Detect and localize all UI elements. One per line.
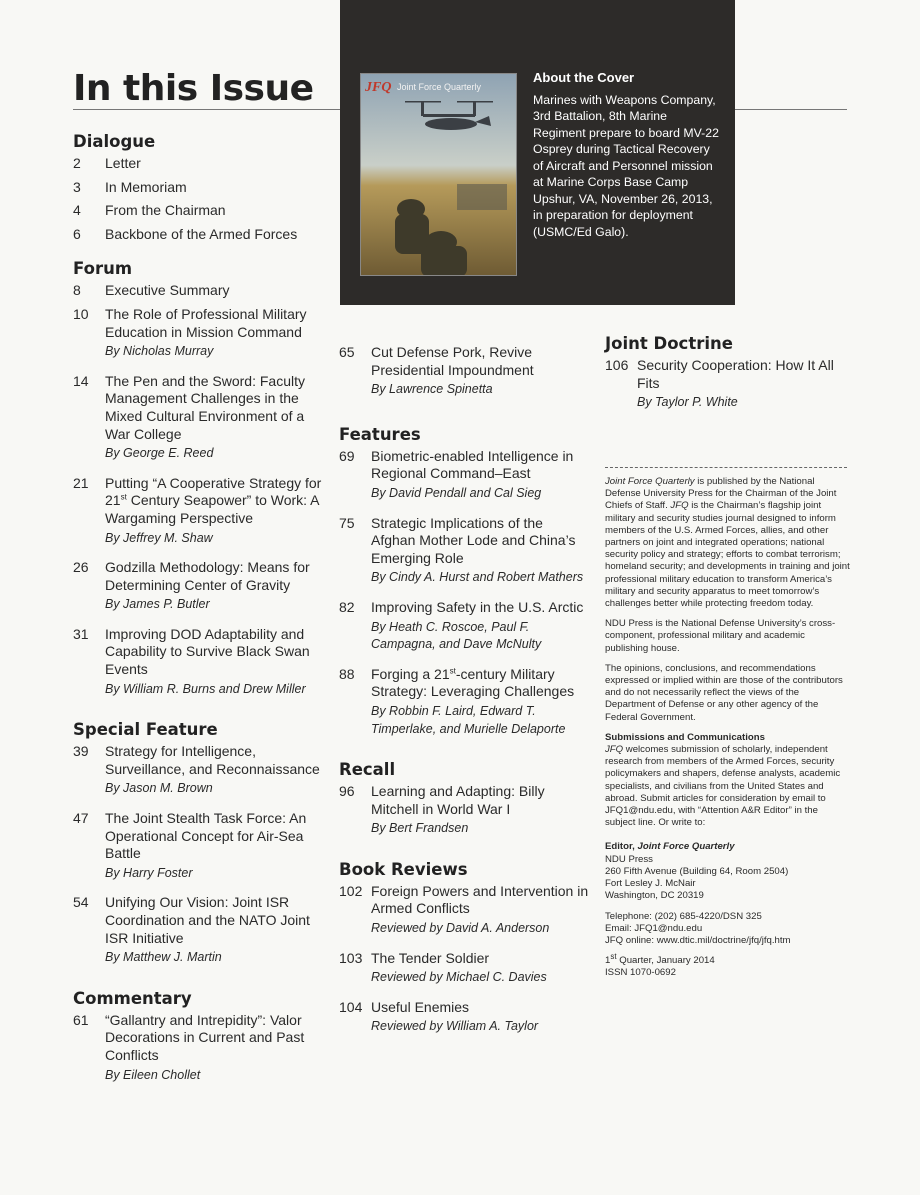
section-forum	[73, 259, 323, 698]
section-heading: Special Feature	[73, 720, 218, 740]
section-heading: Recall	[339, 760, 396, 780]
toc-column-3	[605, 334, 850, 430]
title-rule-right	[735, 109, 847, 110]
author: By Robbin F. Laird, Edward T. Timperlake, and Murielle Delaporte	[371, 703, 566, 736]
author: By Heath C. Roscoe, Paul F. Campagna, and Dave McNulty	[371, 619, 542, 652]
toc-entry[interactable]: 104 Useful Enemies Reviewed by William A. Taylor	[339, 999, 589, 1036]
toc-entry[interactable]: 69 Biometric-enabled Intelligence in Regional Command–East By David Pendall and Cal Sieg	[339, 448, 589, 503]
info-paragraph: Joint Force Quarterly is published by the National Defense University Press for the Chairman of the Joint Chiefs of Staff. JFQ is the Chairman’s flagship joint military and security studies journal designed to inform members of the U.S. Armed Forces, allies, and other partners on joint and integrated operations; national security policy and strategy; efforts to combat terrorism; homeland security; and developments in training and joint professional military education to transform America’s military and security apparatus to meet tomorrow’s challenges better while protecting freedom today.	[605, 476, 850, 610]
toc-entry[interactable]: 54 Unifying Our Vision: Joint ISR Coordination and the NATO Joint ISR Initiative By Matthew J. Martin	[73, 894, 323, 966]
about-cover-heading: About the Cover	[533, 70, 635, 85]
author: Reviewed by William A. Taylor	[371, 1019, 539, 1034]
info-paragraph: The opinions, conclusions, and recommendations expressed or implied within are those of the contributors and do not necessarily reflect the views of the Department of Defense or any other agency of the Federal Government.	[605, 662, 843, 723]
toc-column-2	[339, 344, 589, 1054]
toc-entry[interactable]: 21 Putting “A Cooperative Strategy for 21st Century Seapower” to Work: A Wargaming Perspective By Jeffrey M. Shaw	[73, 475, 323, 547]
cover-logo-jfq: JFQ	[365, 80, 392, 95]
author: Reviewed by Michael C. Davies	[371, 970, 547, 985]
cover-logo-text: Joint Force Quarterly	[397, 82, 482, 92]
website-link[interactable]: JFQ online: www.dtic.mil/doctrine/jfq/jfq.htm	[605, 934, 791, 946]
author: By Eileen Chollet	[105, 1067, 201, 1082]
section-heading: Dialogue	[73, 132, 156, 151]
author: By Bert Frandsen	[371, 821, 469, 836]
cover-panel	[340, 0, 735, 305]
toc-entry[interactable]: 31 Improving DOD Adaptability and Capability to Survive Black Swan Events By William R. Burns and Drew Miller	[73, 626, 323, 698]
section-recall	[339, 760, 589, 838]
author: Reviewed by David A. Anderson	[371, 921, 550, 936]
toc-entry[interactable]: 6 Backbone of the Armed Forces	[73, 225, 298, 242]
toc-entry[interactable]: 4 From the Chairman	[73, 202, 226, 219]
toc-entry[interactable]: 47 The Joint Stealth Task Force: An Operational Concept for Air-Sea Battle By Harry Foster	[73, 810, 323, 882]
author: By Jeffrey M. Shaw	[105, 530, 213, 545]
author: By Lawrence Spinetta	[371, 382, 493, 397]
title-rule	[73, 109, 340, 110]
author: By Jason M. Brown	[105, 781, 213, 796]
author: By Cindy A. Hurst and Robert Mathers	[371, 570, 584, 585]
about-cover	[533, 70, 723, 240]
toc-entry[interactable]: 65 Cut Defense Pork, Revive Presidential Impoundment By Lawrence Spinetta	[339, 344, 589, 399]
section-heading: Features	[339, 424, 421, 444]
toc-entry[interactable]: 14 The Pen and the Sword: Faculty Management Challenges in the Mixed Cultural Environment of a War College By George E. Reed	[73, 373, 323, 463]
page-title: In this Issue	[73, 68, 314, 109]
toc-entry[interactable]: 103 The Tender Soldier Reviewed by Michael C. Davies	[339, 950, 589, 987]
section-dialogue	[73, 132, 323, 243]
toc-entry[interactable]: 26 Godzilla Methodology: Means for Determining Center of Gravity By James P. Butler	[73, 559, 323, 614]
author: By Harry Foster	[105, 865, 193, 880]
section-heading: Commentary	[73, 988, 192, 1008]
toc-entry[interactable]: 106 Security Cooperation: How It All Fits By Taylor P. White	[605, 357, 850, 412]
section-heading: Book Reviews	[339, 859, 468, 879]
toc-entry[interactable]: 61 “Gallantry and Intrepidity”: Valor Decorations in Current and Past Conflicts By Eileen Chollet	[73, 1012, 323, 1084]
author: By George E. Reed	[105, 446, 214, 461]
toc-entry[interactable]: 10 The Role of Professional Military Education in Mission Command By Nicholas Murray	[73, 306, 323, 361]
toc-entry[interactable]: 75 Strategic Implications of the Afghan Mother Lode and China’s Emerging Role By Cindy A. Hurst and Robert Mathers	[339, 515, 589, 587]
toc-entry[interactable]: 39 Strategy for Intelligence, Surveillance, and Reconnaissance By Jason M. Brown	[73, 743, 323, 798]
section-heading: Joint Doctrine	[605, 334, 733, 353]
dashed-divider	[605, 467, 847, 468]
cover-illustration	[361, 74, 517, 276]
issue-info: 1st Quarter, January 2014 ISSN 1070-0692	[605, 951, 715, 979]
contact-info: Telephone: (202) 685-4220/DSN 325 Email: JFQ1@ndu.edu JFQ online: www.dtic.mil/doctrine/jfq/jfq.htm	[605, 911, 850, 948]
toc-entry[interactable]: 96 Learning and Adapting: Billy Mitchell in World War I By Bert Frandsen	[339, 783, 589, 838]
section-joint-doctrine	[605, 334, 850, 412]
section-heading: Forum	[73, 259, 133, 279]
section-book-reviews	[339, 860, 589, 1036]
editor-address: Editor, Joint Force Quarterly NDU Press 260 Fifth Avenue (Building 64, Room 2504) Fort Lesley J. McNair Washington, DC 20319	[605, 841, 789, 902]
author: By James P. Butler	[105, 597, 210, 612]
toc-entry[interactable]: 82 Improving Safety in the U.S. Arctic By Heath C. Roscoe, Paul F. Campagna, and Dave McNulty	[339, 599, 589, 654]
toc-entry[interactable]: 88 Forging a 21st-century Military Strategy: Leveraging Challenges By Robbin F. Laird, Edward T. Timperlake, and Murielle Delaporte	[339, 666, 589, 738]
email-link[interactable]: Email: JFQ1@ndu.edu	[605, 922, 703, 934]
author: By William R. Burns and Drew Miller	[105, 681, 306, 696]
about-cover-text: Marines with Weapons Company, 3rd Battalion, 8th Marine Regiment prepare to board MV-22 Osprey during Tactical Recovery of Aircraft and Personnel mission at Marine Corps Base Camp Upshur, VA, November 26, 2013, in preparation for deployment (USMC/Ed Galo).	[533, 92, 719, 239]
toc-entry[interactable]: 2 Letter	[73, 155, 141, 171]
toc-entry[interactable]: 102 Foreign Powers and Intervention in Armed Conflicts Reviewed by David A. Anderson	[339, 883, 589, 938]
cover-image	[360, 73, 517, 276]
toc-entry[interactable]: 3 In Memoriam	[73, 178, 187, 195]
info-paragraph: NDU Press is the National Defense University’s cross-component, professional military and academic publishing house.	[605, 618, 836, 654]
info-paragraph: Submissions and Communications JFQ welcomes submission of scholarly, independent research from members of the Armed Forces, security policymakers and shapers, defense analysts, academic specialists, and civilians from the United States and abroad. Submit articles for consideration by email to JFQ1@ndu.edu, with “Attention A&R Editor” in the subject line. Or write to:	[605, 732, 850, 830]
author: By Nicholas Murray	[105, 344, 214, 359]
section-special-feature	[73, 720, 323, 967]
submissions-heading: Submissions and Communications	[605, 731, 765, 743]
section-commentary	[73, 989, 323, 1084]
toc-entry[interactable]: 8 Executive Summary	[73, 282, 230, 299]
section-features	[339, 425, 589, 738]
toc-column-1	[73, 132, 323, 1102]
author: By David Pendall and Cal Sieg	[371, 485, 542, 500]
author: By Matthew J. Martin	[105, 950, 222, 965]
masthead-info	[605, 476, 850, 988]
author: By Taylor P. White	[637, 395, 738, 410]
